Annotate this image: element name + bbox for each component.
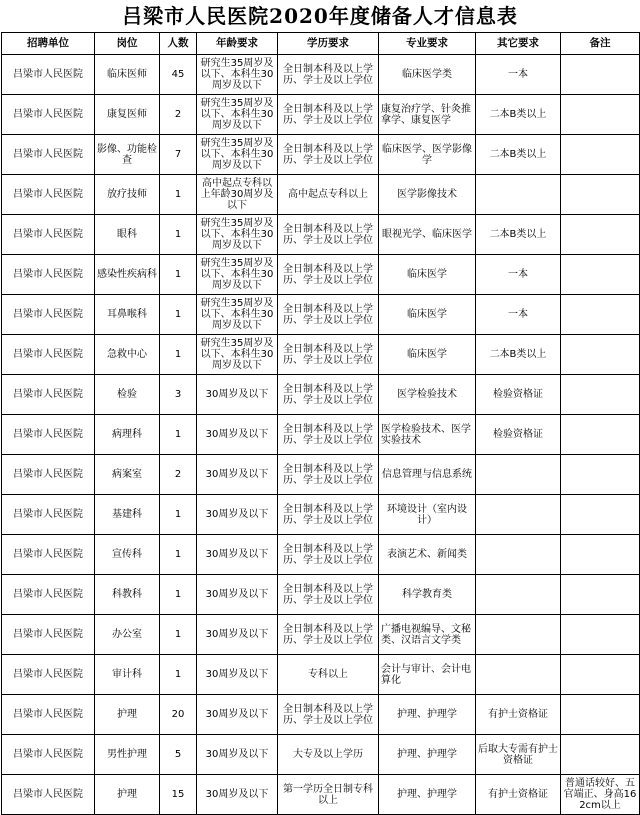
cell-other: 有护士资格证	[476, 695, 561, 735]
cell-age: 研究生35周岁及以下、本科生30周岁及以下	[197, 55, 278, 95]
cell-remarks	[561, 695, 640, 735]
cell-unit: 吕梁市人民医院	[2, 495, 95, 535]
cell-age: 30周岁及以下	[197, 735, 278, 775]
cell-remarks	[561, 415, 640, 455]
column-header-education: 学历要求	[278, 33, 379, 55]
cell-count: 5	[160, 735, 197, 775]
cell-unit: 吕梁市人民医院	[2, 615, 95, 655]
cell-major: 会计与审计、会计电算化	[379, 655, 476, 695]
cell-other	[476, 455, 561, 495]
column-header-remarks: 备注	[561, 33, 640, 55]
cell-other: 检验资格证	[476, 375, 561, 415]
cell-other	[476, 575, 561, 615]
cell-major: 护理、护理学	[379, 735, 476, 775]
cell-remarks	[561, 95, 640, 135]
cell-unit: 吕梁市人民医院	[2, 575, 95, 615]
cell-unit: 吕梁市人民医院	[2, 255, 95, 295]
table-row	[2, 575, 640, 615]
cell-education: 大专及以上学历	[278, 735, 379, 775]
cell-unit: 吕梁市人民医院	[2, 335, 95, 375]
cell-age: 高中起点专科以上年龄30周岁及以下	[197, 175, 278, 215]
table-row	[2, 695, 640, 735]
cell-position: 宣传科	[95, 535, 160, 575]
table-row	[2, 175, 640, 215]
cell-education: 全日制本科及以上学历、学士及以上学位	[278, 375, 379, 415]
cell-count: 2	[160, 95, 197, 135]
cell-education: 全日制本科及以上学历、学士及以上学位	[278, 575, 379, 615]
cell-major: 医学影像技术	[379, 175, 476, 215]
cell-age: 研究生35周岁及以下、本科生30周岁及以下	[197, 135, 278, 175]
cell-age: 30周岁及以下	[197, 775, 278, 815]
cell-age: 30周岁及以下	[197, 575, 278, 615]
cell-other	[476, 175, 561, 215]
cell-remarks	[561, 655, 640, 695]
cell-count: 2	[160, 455, 197, 495]
cell-education: 全日制本科及以上学历、学士及以上学位	[278, 455, 379, 495]
cell-age: 30周岁及以下	[197, 495, 278, 535]
cell-position: 办公室	[95, 615, 160, 655]
cell-position: 审计科	[95, 655, 160, 695]
cell-other: 一本	[476, 55, 561, 95]
cell-other: 有护士资格证	[476, 775, 561, 815]
cell-major: 临床医学	[379, 335, 476, 375]
cell-position: 男性护理	[95, 735, 160, 775]
column-header-age: 年龄要求	[197, 33, 278, 55]
cell-other: 二本B类以上	[476, 215, 561, 255]
cell-remarks	[561, 175, 640, 215]
table-row	[2, 655, 640, 695]
cell-count: 20	[160, 695, 197, 735]
cell-count: 1	[160, 215, 197, 255]
cell-count: 1	[160, 615, 197, 655]
cell-other: 一本	[476, 255, 561, 295]
cell-unit: 吕梁市人民医院	[2, 55, 95, 95]
cell-remarks	[561, 455, 640, 495]
cell-education: 高中起点专科以上	[278, 175, 379, 215]
cell-unit: 吕梁市人民医院	[2, 215, 95, 255]
cell-education: 全日制本科及以上学历、学士及以上学位	[278, 495, 379, 535]
cell-unit: 吕梁市人民医院	[2, 295, 95, 335]
cell-education: 全日制本科及以上学历、学士及以上学位	[278, 215, 379, 255]
column-header-major: 专业要求	[379, 33, 476, 55]
cell-age: 30周岁及以下	[197, 535, 278, 575]
cell-count: 1	[160, 335, 197, 375]
table-row	[2, 135, 640, 175]
cell-education: 全日制本科及以上学历、学士及以上学位	[278, 615, 379, 655]
cell-remarks	[561, 535, 640, 575]
table-row	[2, 55, 640, 95]
cell-unit: 吕梁市人民医院	[2, 455, 95, 495]
cell-age: 30周岁及以下	[197, 455, 278, 495]
cell-unit: 吕梁市人民医院	[2, 95, 95, 135]
cell-major: 临床医学	[379, 295, 476, 335]
cell-count: 1	[160, 495, 197, 535]
cell-remarks	[561, 575, 640, 615]
cell-remarks: 普通话较好、五官端正、身高162cm以上	[561, 775, 640, 815]
cell-education: 全日制本科及以上学历、学士及以上学位	[278, 255, 379, 295]
cell-remarks	[561, 615, 640, 655]
cell-education: 全日制本科及以上学历、学士及以上学位	[278, 415, 379, 455]
cell-education: 全日制本科及以上学历、学士及以上学位	[278, 295, 379, 335]
cell-age: 30周岁及以下	[197, 415, 278, 455]
cell-education: 全日制本科及以上学历、学士及以上学位	[278, 55, 379, 95]
cell-position: 病案室	[95, 455, 160, 495]
cell-major: 广播电视编导、文秘类、汉语言文学类	[379, 615, 476, 655]
table-row	[2, 775, 640, 815]
cell-education: 第一学历全日制专科以上	[278, 775, 379, 815]
table-row	[2, 495, 640, 535]
cell-position: 护理	[95, 775, 160, 815]
cell-unit: 吕梁市人民医院	[2, 775, 95, 815]
cell-major: 临床医学	[379, 255, 476, 295]
cell-education: 全日制本科及以上学历、学士及以上学位	[278, 335, 379, 375]
cell-other: 后取大专需有护士资格证	[476, 735, 561, 775]
table-row	[2, 375, 640, 415]
table-row	[2, 455, 640, 495]
cell-remarks	[561, 135, 640, 175]
cell-major: 临床医学类	[379, 55, 476, 95]
cell-position: 科教科	[95, 575, 160, 615]
cell-position: 感染性疾病科	[95, 255, 160, 295]
cell-major: 护理、护理学	[379, 775, 476, 815]
cell-position: 检验	[95, 375, 160, 415]
cell-remarks	[561, 335, 640, 375]
cell-count: 1	[160, 655, 197, 695]
cell-position: 影像、功能检查	[95, 135, 160, 175]
cell-age: 30周岁及以下	[197, 655, 278, 695]
cell-education: 全日制本科及以上学历、学士及以上学位	[278, 95, 379, 135]
cell-major: 眼视光学、临床医学	[379, 215, 476, 255]
cell-age: 研究生35周岁及以下、本科生30周岁及以下	[197, 215, 278, 255]
table-body	[2, 55, 640, 815]
cell-position: 临床医师	[95, 55, 160, 95]
cell-other	[476, 655, 561, 695]
cell-count: 1	[160, 575, 197, 615]
cell-other: 二本B类以上	[476, 135, 561, 175]
cell-count: 7	[160, 135, 197, 175]
cell-remarks	[561, 295, 640, 335]
cell-unit: 吕梁市人民医院	[2, 535, 95, 575]
cell-major: 信息管理与信息系统	[379, 455, 476, 495]
cell-age: 研究生35周岁及以下、本科生30周岁及以下	[197, 255, 278, 295]
cell-position: 病理科	[95, 415, 160, 455]
cell-count: 1	[160, 535, 197, 575]
table-row	[2, 735, 640, 775]
table-header-row	[2, 33, 640, 55]
cell-position: 基建科	[95, 495, 160, 535]
cell-other: 二本B类以上	[476, 335, 561, 375]
cell-age: 研究生35周岁及以下、本科生30周岁及以下	[197, 95, 278, 135]
table-row	[2, 335, 640, 375]
column-header-unit: 招聘单位	[2, 33, 95, 55]
cell-age: 研究生35周岁及以下、本科生30周岁及以下	[197, 295, 278, 335]
cell-age: 研究生35周岁及以下、本科生30周岁及以下	[197, 335, 278, 375]
cell-count: 1	[160, 415, 197, 455]
talent-info-table	[1, 32, 640, 815]
cell-unit: 吕梁市人民医院	[2, 415, 95, 455]
column-header-count: 人数	[160, 33, 197, 55]
cell-age: 30周岁及以下	[197, 615, 278, 655]
cell-count: 15	[160, 775, 197, 815]
cell-major: 环境设计（室内设计）	[379, 495, 476, 535]
cell-major: 医学检验技术、医学实验技术	[379, 415, 476, 455]
cell-education: 全日制本科及以上学历、学士及以上学位	[278, 135, 379, 175]
cell-count: 3	[160, 375, 197, 415]
cell-other: 一本	[476, 295, 561, 335]
cell-age: 30周岁及以下	[197, 695, 278, 735]
cell-unit: 吕梁市人民医院	[2, 135, 95, 175]
table-row	[2, 295, 640, 335]
cell-position: 放疗技师	[95, 175, 160, 215]
column-header-other: 其它要求	[476, 33, 561, 55]
cell-count: 1	[160, 255, 197, 295]
cell-education: 全日制本科及以上学历、学士及以上学位	[278, 695, 379, 735]
cell-position: 护理	[95, 695, 160, 735]
table-row	[2, 215, 640, 255]
cell-count: 1	[160, 295, 197, 335]
cell-count: 45	[160, 55, 197, 95]
cell-major: 医学检验技术	[379, 375, 476, 415]
column-header-position: 岗位	[95, 33, 160, 55]
cell-age: 30周岁及以下	[197, 375, 278, 415]
cell-remarks	[561, 735, 640, 775]
table-row	[2, 415, 640, 455]
cell-other	[476, 495, 561, 535]
cell-unit: 吕梁市人民医院	[2, 655, 95, 695]
cell-other: 二本B类以上	[476, 95, 561, 135]
table-row	[2, 535, 640, 575]
cell-position: 急救中心	[95, 335, 160, 375]
cell-remarks	[561, 255, 640, 295]
cell-remarks	[561, 215, 640, 255]
cell-other	[476, 615, 561, 655]
cell-other	[476, 535, 561, 575]
cell-unit: 吕梁市人民医院	[2, 175, 95, 215]
cell-position: 耳鼻喉科	[95, 295, 160, 335]
cell-count: 1	[160, 175, 197, 215]
table-row	[2, 615, 640, 655]
cell-education: 全日制本科及以上学历、学士及以上学位	[278, 535, 379, 575]
table-row	[2, 95, 640, 135]
cell-other: 检验资格证	[476, 415, 561, 455]
cell-remarks	[561, 55, 640, 95]
cell-major: 临床医学、医学影像学	[379, 135, 476, 175]
cell-remarks	[561, 495, 640, 535]
cell-major: 科学教育类	[379, 575, 476, 615]
cell-position: 眼科	[95, 215, 160, 255]
cell-unit: 吕梁市人民医院	[2, 695, 95, 735]
cell-position: 康复医师	[95, 95, 160, 135]
cell-unit: 吕梁市人民医院	[2, 735, 95, 775]
cell-major: 康复治疗学、针灸推拿学、康复医学	[379, 95, 476, 135]
cell-major: 护理、护理学	[379, 695, 476, 735]
table-row	[2, 255, 640, 295]
cell-remarks	[561, 375, 640, 415]
cell-unit: 吕梁市人民医院	[2, 375, 95, 415]
page-title: 吕梁市人民医院2020年度储备人才信息表	[122, 4, 518, 28]
cell-major: 表演艺术、新闻类	[379, 535, 476, 575]
cell-education: 专科以上	[278, 655, 379, 695]
